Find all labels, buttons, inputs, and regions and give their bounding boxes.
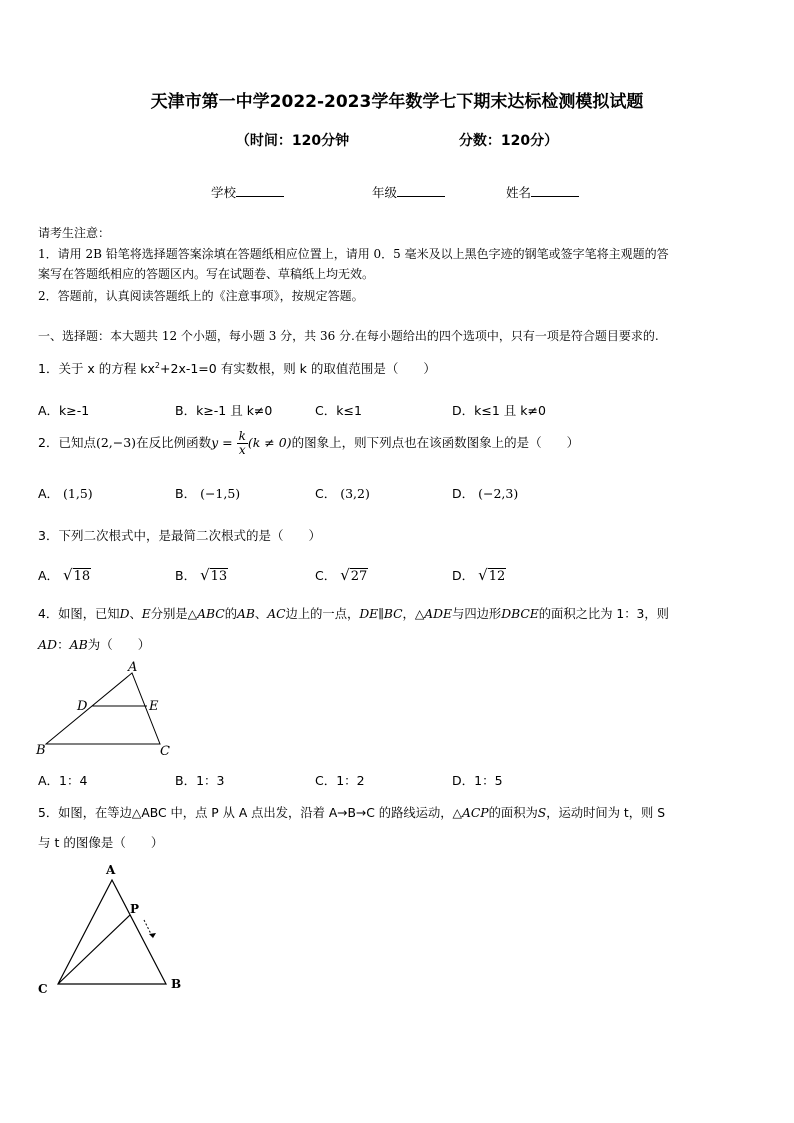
q2-func-lhs: y =	[211, 435, 233, 450]
notice-line-3: 2．答题前，认真阅读答题纸上的《注意事项》，按规定答题。	[38, 289, 364, 303]
q5-label-b: B	[171, 977, 182, 991]
q4-text-d: E	[141, 607, 151, 621]
q1-stem-a: 1．关于 x 的方程 kx	[38, 361, 155, 376]
q4-line2-c: AB	[69, 637, 88, 652]
q1-option-c: C．k≤1	[315, 403, 362, 418]
q1-sup: 2	[154, 360, 161, 370]
q4-text-l: DE∥BC	[359, 607, 403, 621]
q2-option-b-label: B．	[175, 486, 197, 501]
q2-option-c-value: (3,2)	[340, 486, 370, 501]
q4-line2-d: 为（ ）	[87, 637, 151, 652]
q3-option-c-label: C．	[315, 568, 337, 583]
school-field	[211, 183, 284, 201]
score-label: 分数：120分）	[458, 133, 559, 149]
question-1-stem	[38, 359, 436, 377]
q3-option-a-label: A．	[38, 568, 60, 583]
name-label: 姓名	[506, 185, 532, 200]
q2-option-d-value: (−2,3)	[478, 486, 519, 501]
q4-text-g: 的	[224, 607, 237, 621]
q4-text-b: D	[119, 607, 130, 621]
q2-stem-c: 的图象上，则下列点也在该函数图象上的是（ ）	[291, 435, 580, 450]
q3-option-d-label: D．	[452, 568, 475, 583]
q2-frac-num: k	[238, 429, 246, 443]
q2-option-a-value: (1,5)	[63, 486, 93, 501]
q4-option-b: B．1：3	[175, 773, 225, 788]
q2-option-a-label: A．	[38, 486, 60, 501]
q3-option-b-radicand: 13	[210, 569, 228, 584]
q2-stem-a: 2．已知点	[38, 435, 96, 450]
question-3-stem: 3．下列二次根式中，是最简二次根式的是（ ）	[38, 528, 321, 543]
q2-option-a	[38, 484, 93, 502]
q2-option-c	[315, 484, 370, 502]
q2-fraction	[237, 430, 248, 457]
q4-line2-b: ：	[57, 637, 70, 652]
q2-condition: (k ≠ 0)	[247, 435, 292, 450]
notice-line-2: 案写在答题纸相应的答题区内。写在试题卷、草稿纸上均无效。	[38, 267, 375, 281]
q2-frac-den: x	[238, 443, 246, 457]
q4-option-a: A．1：4	[38, 773, 88, 788]
q4-text-e: 分别是△	[150, 607, 198, 621]
q3-option-b-sqrt: √13	[200, 566, 228, 584]
q4-text-j: AC	[267, 607, 286, 621]
q1-stem-b: +2x-1=0 有实数根，则 k 的取值范围是（ ）	[160, 361, 436, 376]
q2-option-b	[175, 484, 240, 502]
q5-arrow-head	[149, 933, 156, 938]
q4-text-n: ADE	[424, 607, 453, 621]
notice-line-1: 1．请用 2B 铅笔将选择题答案涂填在答题纸相应位置上，请用 0．5 毫米及以上黑色字迹的钢笔或签字笔将主观题的答	[38, 247, 669, 261]
q4-text-k: 边上的一点，	[285, 607, 360, 621]
section-heading: 一、选择题：本大题共 12 个小题，每小题 3 分，共 36 分.在每小题给出的四个选项中，只有一项是符合题目要求的.	[38, 329, 659, 343]
q4-label-d: D	[77, 699, 88, 714]
notice-heading: 请考生注意：	[38, 226, 111, 240]
q4-text-h: AB	[237, 607, 255, 621]
q4-label-e: E	[149, 699, 159, 714]
q4-label-c: C	[160, 744, 170, 759]
q3-option-d-radicand: 12	[488, 569, 506, 584]
q4-text-q: 的面积之比为 1：3，则	[538, 607, 669, 621]
q1-option-b: B．k≥-1 且 k≠0	[175, 403, 273, 418]
q3-option-b	[175, 566, 228, 584]
q2-option-d	[452, 484, 518, 502]
question-4-line-1	[38, 604, 669, 622]
q4-text-c: 、	[129, 607, 142, 621]
q2-point: (2,−3)	[95, 435, 137, 450]
q3-option-d	[452, 566, 506, 584]
q2-option-b-value: (−1,5)	[200, 486, 241, 501]
q3-option-a-radicand: 18	[73, 569, 91, 584]
q4-figure	[30, 656, 180, 762]
q2-option-d-label: D．	[452, 486, 475, 501]
school-label: 学校	[211, 185, 237, 200]
name-field	[506, 183, 579, 201]
q3-option-c-radicand: 27	[350, 569, 368, 584]
q4-label-b: B	[36, 743, 46, 758]
q5-text-a: 5．如图，在等边△ABC 中，点 P 从 A 点出发，沿着 A→B→C 的路线运动，△	[38, 806, 463, 820]
grade-field	[372, 183, 445, 201]
q4-label-a: A	[128, 660, 138, 675]
q1-option-d: D．k≤1 且 k≠0	[452, 403, 546, 418]
q3-option-a	[38, 566, 91, 584]
exam-meta	[0, 130, 794, 150]
page-title: 天津市第一中学2022-2023学年数学七下期末达标检测模拟试题	[150, 92, 644, 112]
q5-segment-cp	[58, 915, 130, 984]
q2-stem-b: 在反比例函数	[136, 435, 212, 450]
q4-text-p: DBCE	[501, 607, 539, 621]
name-blank	[531, 184, 579, 197]
q3-option-d-sqrt: √12	[478, 566, 506, 584]
q4-text-a: 4．如图，已知	[38, 607, 120, 621]
question-4-line-2	[38, 635, 150, 653]
q3-option-c	[315, 566, 368, 584]
question-5-line-1	[38, 803, 665, 821]
q4-text-f: ABC	[197, 607, 225, 621]
q5-label-p: P	[130, 902, 140, 916]
q4-option-d: D．1：5	[452, 773, 503, 788]
q5-text-c: 的面积为	[488, 806, 538, 820]
q3-option-a-sqrt: √18	[63, 566, 91, 584]
question-2-stem	[38, 430, 579, 457]
q5-text-b: ACP	[462, 806, 489, 820]
q5-text-e: ，运动时间为 t，则 S	[546, 806, 666, 820]
grade-label: 年级	[372, 185, 398, 200]
q4-text-o: 与四边形	[452, 607, 502, 621]
q5-label-c: C	[38, 982, 48, 996]
q4-line2-a: AD	[38, 637, 58, 652]
q4-triangle-abc	[46, 673, 160, 744]
q4-text-i: 、	[254, 607, 268, 621]
q5-text-d: S	[537, 806, 547, 820]
school-blank	[236, 184, 284, 197]
q4-text-m: ，△	[402, 607, 425, 621]
q5-figure	[32, 860, 192, 1000]
q5-label-a: A	[106, 863, 116, 877]
question-5-line-2: 与 t 的图像是（ ）	[38, 835, 164, 850]
q4-option-c: C．1：2	[315, 773, 365, 788]
q3-option-b-label: B．	[175, 568, 197, 583]
q3-option-c-sqrt: √27	[340, 566, 368, 584]
q1-option-a: A．k≥-1	[38, 403, 90, 418]
q2-option-c-label: C．	[315, 486, 337, 501]
time-label: （时间：120分钟	[235, 133, 350, 149]
grade-blank	[397, 184, 445, 197]
